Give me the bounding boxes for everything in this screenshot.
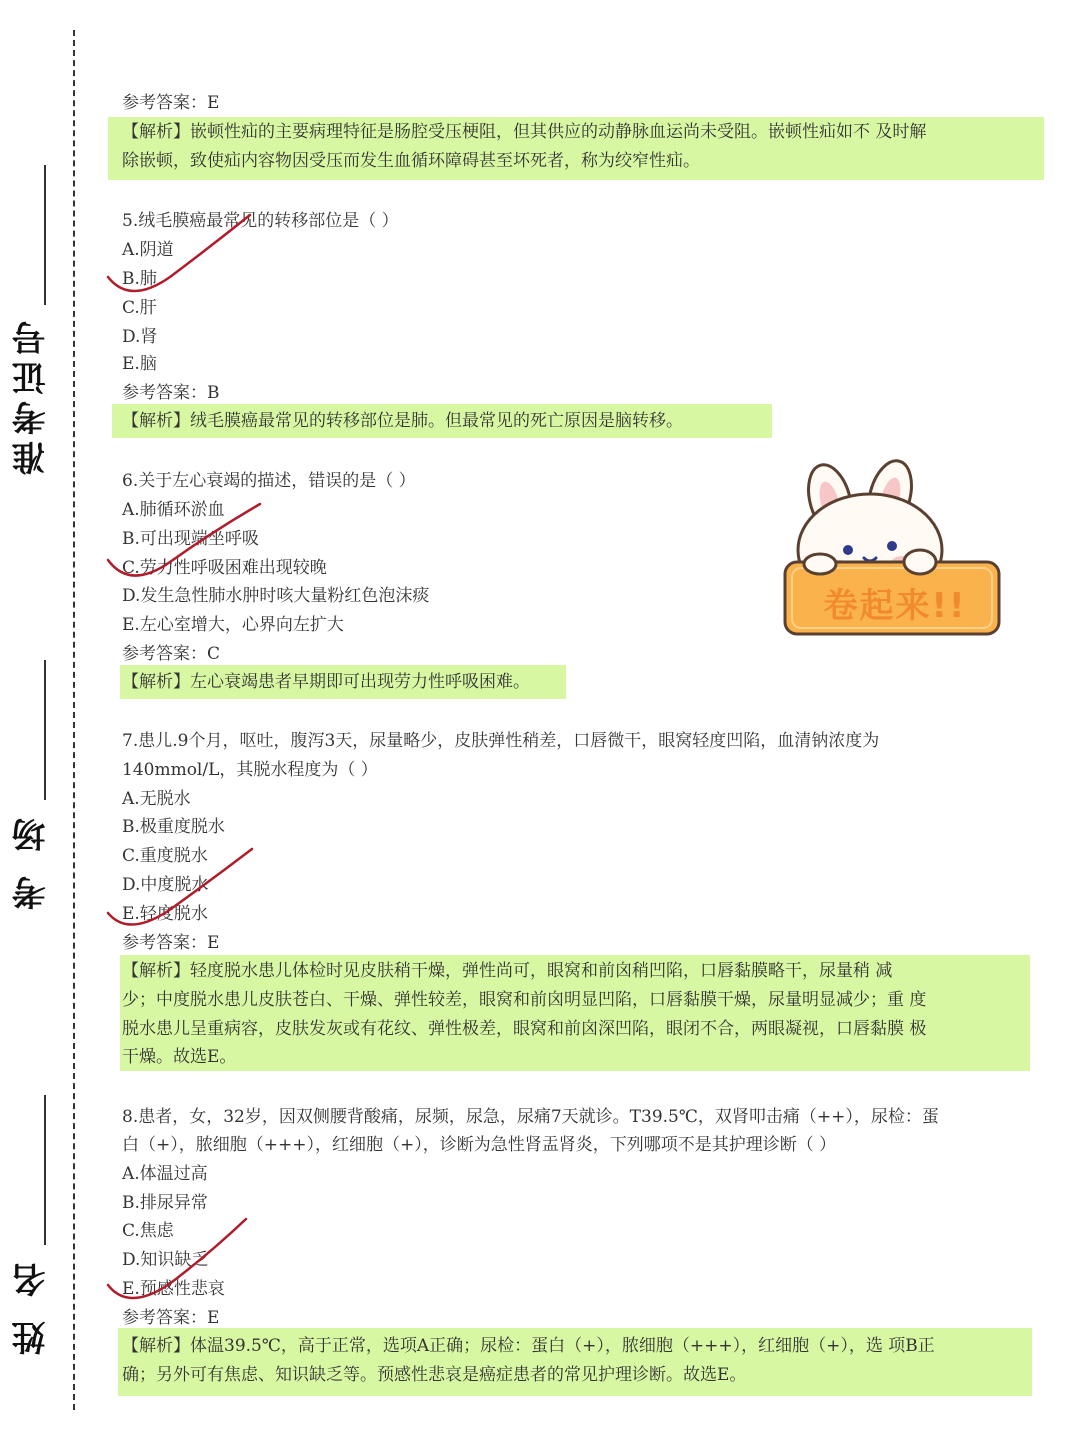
q8-option: A.体温过高 — [122, 1164, 208, 1184]
q8-answer: 参考答案：E — [122, 1308, 220, 1328]
q4-answer: 参考答案：E — [122, 93, 220, 113]
q8-option: B.排尿异常 — [122, 1193, 208, 1213]
q8-option: E.预感性悲哀 — [122, 1279, 225, 1299]
q7-explanation-line: 干燥。故选E。 — [122, 1047, 237, 1067]
q5-option: D.肾 — [122, 327, 158, 347]
q8-option: D.知识缺乏 — [122, 1250, 209, 1270]
q5-option: E.脑 — [122, 354, 157, 374]
q7-explanation-line: 少；中度脱水患儿皮肤苍白、干燥、弹性较差，眼窝和前囟明显凹陷，口唇黏膜干燥，尿量明显减少；重 度 — [122, 990, 927, 1010]
q7-answer: 参考答案：E — [122, 933, 220, 953]
q7-option: D.中度脱水 — [122, 875, 209, 895]
q7-option: E.轻度脱水 — [122, 904, 208, 924]
q6-option: D.发生急性肺水肿时咳大量粉红色泡沫痰 — [122, 586, 430, 606]
sticker-text: 卷起来!! — [823, 586, 967, 626]
q6-option: E.左心室增大，心界向左扩大 — [122, 615, 344, 635]
q7-explanation-line: 脱水患儿呈重病容，皮肤发灰或有花纹、弹性极差，眼窝和前囟深凹陷，眼闭不合，两眼凝视，口唇黏膜 极 — [122, 1019, 927, 1039]
q8-explanation-line: 确；另外可有焦虑、知识缺乏等。预感性悲哀是癌症患者的常见护理诊断。故选E。 — [122, 1365, 747, 1385]
q5-question: 5.绒毛膜癌最常见的转移部位是（ ） — [122, 211, 399, 231]
q5-option: C.肝 — [122, 298, 157, 318]
q8-explanation-line: 【解析】体温39.5℃，高于正常，选项A正确；尿检：蛋白（+），脓细胞（+++），红细胞（+），选 项B正 — [122, 1336, 935, 1356]
q5-option: A.阴道 — [122, 240, 174, 260]
q6-option: B.可出现端坐呼吸 — [122, 529, 259, 549]
q5-answer: 参考答案：B — [122, 383, 220, 403]
margin-exam-room-label: 考 场 — [12, 812, 52, 910]
q4-explanation-line: 除嵌顿，致使疝内容物因受压而发生血循环障碍甚至坏死者，称为绞窄性疝。 — [122, 151, 700, 171]
q6-answer: 参考答案：C — [122, 644, 221, 664]
q7-option: C.重度脱水 — [122, 846, 208, 866]
q6-question: 6.关于左心衰竭的描述，错误的是（ ） — [122, 471, 416, 491]
q6-explanation-line: 【解析】左心衰竭患者早期即可出现劳力性呼吸困难。 — [122, 672, 530, 692]
q7-question-line: 140mmol/L，其脱水程度为（ ） — [122, 760, 378, 780]
q7-explanation-line: 【解析】轻度脱水患儿体检时见皮肤稍干燥，弹性尚可，眼窝和前囟稍凹陷，口唇黏膜略干，尿量稍 减 — [122, 961, 893, 981]
margin-name-label: 姓 名 — [12, 1257, 52, 1355]
q8-question-line: 8.患者，女，32岁，因双侧腰背酸痛，尿频，尿急，尿痛7天就诊。T39.5℃，双肾叩击痛（++），尿检：蛋 — [122, 1107, 939, 1127]
q7-question-line: 7.患儿.9个月，呕吐，腹泻3天，尿量略少，皮肤弹性稍差，口唇微干，眼窝轻度凹陷，血清钠浓度为 — [122, 731, 880, 751]
q4-explanation-line: 【解析】嵌顿性疝的主要病理特征是肠腔受压梗阻，但其供应的动静脉血运尚未受阻。嵌顿性疝如不 及时解 — [122, 122, 927, 142]
q8-option: C.焦虑 — [122, 1221, 174, 1241]
q5-option: B.肺 — [122, 269, 157, 289]
q7-option: A.无脱水 — [122, 789, 191, 809]
q6-option: A.肺循环淤血 — [122, 500, 225, 520]
margin-candidate-number-label: 准考证号 — [12, 315, 52, 475]
q6-option: C.劳力性呼吸困难出现较晚 — [122, 558, 327, 578]
q8-question-line: 白（+），脓细胞（+++），红细胞（+），诊断为急性肾盂肾炎，下列哪项不是其护理诊断（ ） — [122, 1135, 837, 1155]
q5-explanation-line: 【解析】绒毛膜癌最常见的转移部位是肺。但最常见的死亡原因是脑转移。 — [122, 411, 683, 431]
q7-option: B.极重度脱水 — [122, 817, 225, 837]
